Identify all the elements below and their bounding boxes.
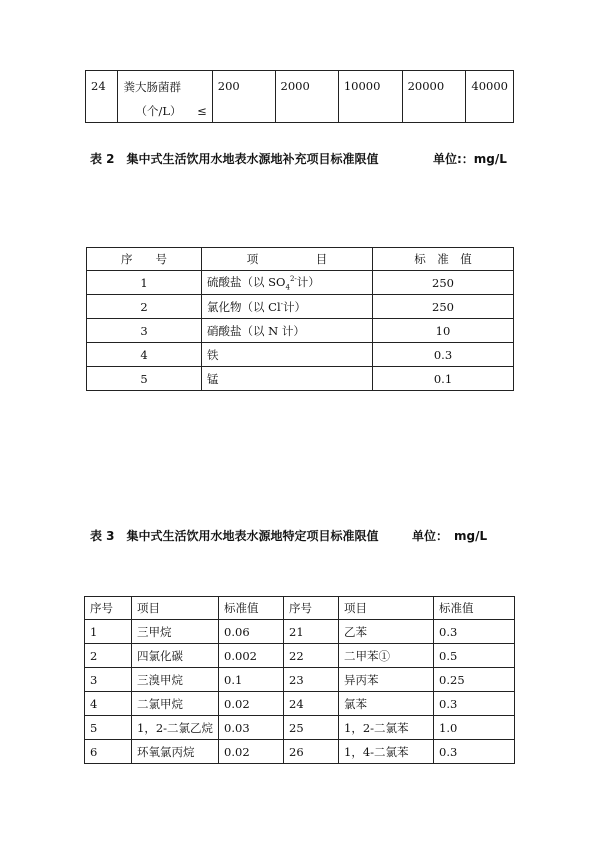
table2-header-no: 序 号 [87, 248, 202, 271]
table3-item-right: 二甲苯① [339, 644, 434, 668]
table2-item: 锰 [202, 367, 373, 391]
table2-item-sup: - [280, 299, 284, 308]
table1 [85, 70, 514, 123]
table3-caption: 表 3 集中式生活饮用水地表水源地特定项目标准限值 [90, 529, 379, 543]
table2-no: 4 [87, 343, 202, 367]
table3-no-left: 1 [85, 620, 132, 644]
table2-item-pre: 硫酸盐（以 SO [207, 274, 286, 289]
table2-item: 铁 [202, 343, 373, 367]
table-row [85, 740, 515, 764]
table3-header-no-right: 序号 [284, 597, 339, 620]
table3-item-left: 四氯化碳 [132, 644, 219, 668]
table2-unit-text: 单位:：mg/L [433, 152, 507, 166]
table3-item-left: 二氯甲烷 [132, 692, 219, 716]
table2-header-value: 标 准 值 [373, 248, 514, 271]
table3-header-item-left: 项目 [132, 597, 219, 620]
table3-no-left: 2 [85, 644, 132, 668]
table-row [85, 692, 515, 716]
table3-value-right: 0.3 [434, 620, 515, 644]
table-row [87, 367, 514, 391]
table1-value-0: 200 [212, 71, 275, 123]
table3-no-left: 5 [85, 716, 132, 740]
table3-unit [412, 527, 487, 544]
table2-header-item: 项 目 [202, 248, 373, 271]
table2-value: 250 [373, 271, 514, 295]
table2-item [202, 295, 373, 319]
table3-header-value-right: 标准值 [434, 597, 515, 620]
table2-value: 250 [373, 295, 514, 319]
table2-unit [433, 150, 507, 167]
table1-item-line1: 粪大肠菌群 [123, 80, 181, 94]
table3-no-right: 25 [284, 716, 339, 740]
table2-item-pre: 氯化物（以 Cl [207, 299, 281, 314]
table3-header-value-left: 标准值 [219, 597, 284, 620]
table2 [86, 247, 514, 391]
table3-no-right: 24 [284, 692, 339, 716]
table3-item-right: 氯苯 [339, 692, 434, 716]
table3-value-left: 0.03 [219, 716, 284, 740]
table3-item-right: 乙苯 [339, 620, 434, 644]
table1-value-4: 40000 [466, 71, 514, 123]
table3-item-left: 三甲烷 [132, 620, 219, 644]
table-row [87, 343, 514, 367]
table3-no-left: 3 [85, 668, 132, 692]
table3 [84, 596, 515, 764]
table-row [85, 716, 515, 740]
table2-value: 0.3 [373, 343, 514, 367]
table3-unit-text: 单位： mg/L [412, 529, 488, 543]
table3-item-right: 1，2-二氯苯 [339, 716, 434, 740]
table2-no: 2 [87, 295, 202, 319]
table3-value-left: 0.02 [219, 692, 284, 716]
table3-value-right: 0.25 [434, 668, 515, 692]
table3-no-right: 26 [284, 740, 339, 764]
table2-caption: 表 2 集中式生活饮用水地表水源地补充项目标准限值 [90, 152, 379, 166]
table3-no-right: 23 [284, 668, 339, 692]
table3-value-left: 0.1 [219, 668, 284, 692]
table2-item-sup: 2- [289, 275, 297, 284]
table-row [87, 295, 514, 319]
table2-value: 0.1 [373, 367, 514, 391]
table1-item-line2 [123, 103, 206, 119]
table-row [87, 319, 514, 343]
table3-no-right: 21 [284, 620, 339, 644]
table3-value-right: 0.5 [434, 644, 515, 668]
table-row [85, 644, 515, 668]
table2-item [202, 271, 373, 295]
table3-value-left: 0.002 [219, 644, 284, 668]
table3-item-right: 1，4-二氯苯 [339, 740, 434, 764]
table3-no-left: 4 [85, 692, 132, 716]
table3-header-no-left: 序号 [85, 597, 132, 620]
table1-item-unit: （个/L） [135, 104, 182, 118]
table1-no: 24 [86, 71, 118, 123]
table-row [87, 271, 514, 295]
table3-item-left: 环氧氯丙烷 [132, 740, 219, 764]
table3-value-left: 0.02 [219, 740, 284, 764]
table2-item-sub: 4 [285, 283, 290, 292]
table2-no: 3 [87, 319, 202, 343]
table3-header-row [85, 597, 515, 620]
table2-item-post: 计） [296, 274, 320, 289]
table1-value-1: 2000 [275, 71, 338, 123]
table3-no-right: 22 [284, 644, 339, 668]
table-row [85, 620, 515, 644]
table3-header-item-right: 项目 [339, 597, 434, 620]
table2-header-row [87, 248, 514, 271]
table-row [86, 71, 514, 123]
table1-item-cmp: ≤ [197, 104, 207, 118]
table3-value-right: 0.3 [434, 740, 515, 764]
table2-value: 10 [373, 319, 514, 343]
table3-item-left: 三溴甲烷 [132, 668, 219, 692]
table1-item [118, 71, 212, 123]
table3-value-right: 1.0 [434, 716, 515, 740]
table1-value-3: 20000 [402, 71, 466, 123]
table3-value-right: 0.3 [434, 692, 515, 716]
table1-value-2: 10000 [338, 71, 402, 123]
table3-no-left: 6 [85, 740, 132, 764]
table3-value-left: 0.06 [219, 620, 284, 644]
table2-item: 硝酸盐（以 N 计） [202, 319, 373, 343]
table2-no: 1 [87, 271, 202, 295]
table3-item-left: 1，2-二氯乙烷 [132, 716, 219, 740]
table3-item-right: 异丙苯 [339, 668, 434, 692]
table2-no: 5 [87, 367, 202, 391]
table-row [85, 668, 515, 692]
table2-item-post: 计） [283, 299, 307, 314]
